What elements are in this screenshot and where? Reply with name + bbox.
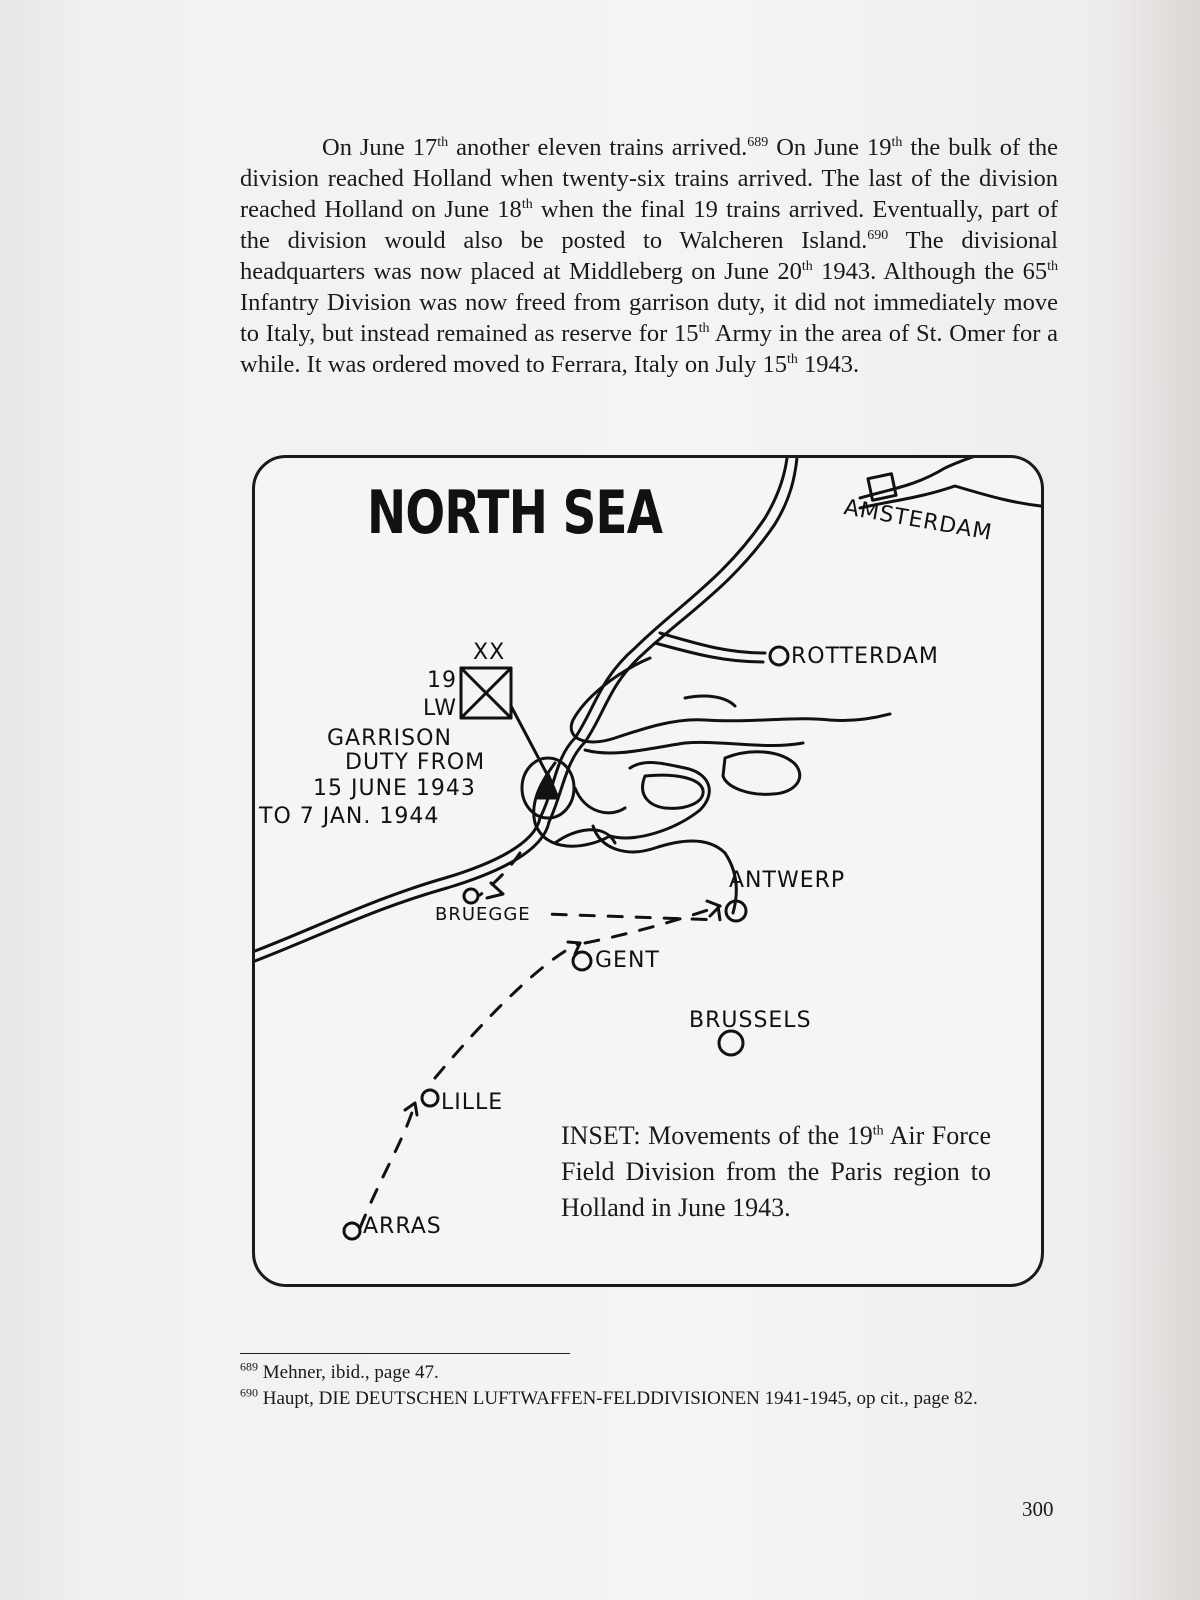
garrison-note-line-1: GARRISON [327, 726, 452, 751]
antwerp-bruegge-route [545, 906, 720, 920]
body-superscript: th [1047, 258, 1058, 274]
body-superscript: th [437, 134, 449, 150]
body-text-run: On June 19 [768, 134, 892, 161]
body-text-run: the bulk of the division reached Holland when twenty-six trains arrived. The last of the division reached Holland on June 18 [240, 134, 1059, 223]
city-label-bruegge: BRUEGGE [435, 904, 531, 925]
body-text-run: Army in the area of St. Omer for a while. It was ordered moved to Ferrara, Italy on July 15 [240, 320, 1058, 378]
body-text-run: another eleven trains arrived. [448, 134, 748, 161]
city-label-antwerp: ANTWERP [729, 868, 846, 893]
tholen-island [723, 752, 800, 795]
sea-label: NORTH SEA [367, 478, 663, 548]
inset-map [252, 455, 1044, 1287]
body-superscript: th [891, 134, 903, 150]
body-text-run: The divisional headquarters was now placed at Middleberg on June 20 [240, 227, 1058, 285]
unit-number: 19 [427, 668, 457, 693]
body-superscript: th [521, 196, 533, 212]
city-label-brussels: BRUSSELS [689, 1008, 812, 1033]
city-label-amsterdam: AMSTERDAM [841, 495, 995, 546]
body-superscript: th [698, 320, 710, 336]
garrison-note-line-3: 15 JUNE 1943 [313, 776, 476, 801]
body-text-run: when the final 19 trains arrived. Eventually, part of the division would also be posted to Walcheren Island. [240, 196, 1059, 254]
garrison-note-line-2: DUTY FROM [345, 750, 486, 775]
flushing-inlet [555, 830, 615, 843]
body-superscript: th [801, 258, 813, 274]
city-label-rotterdam: ROTTERDAM [791, 644, 939, 669]
body-superscript: 689 [747, 134, 769, 150]
lille-gent-route [435, 943, 580, 1078]
inset-caption: INSET: Movements of the 19th Air Force Field Division from the Paris region to Holland in June 1943. [561, 1118, 991, 1226]
city-label-lille: LILLE [441, 1090, 504, 1115]
body-paragraph [240, 132, 1058, 380]
arras-lille-route [360, 1103, 415, 1228]
unit-type: LW [423, 696, 457, 721]
body-text-run: On June 17 [322, 134, 438, 161]
delta-detail-1 [685, 696, 735, 706]
page-number: 300 [1022, 1497, 1054, 1521]
footnote-separator [240, 1353, 570, 1354]
arrowhead-bruegge [487, 883, 503, 898]
footnotes [240, 1360, 1058, 1412]
delta-channel-1 [571, 658, 890, 742]
city-label-gent: GENT [595, 948, 660, 973]
body-superscript: th [787, 351, 798, 367]
city-label-arras: ARRAS [363, 1214, 442, 1239]
unit-echelon: XX [473, 640, 506, 665]
body-text-run: Infantry Division was now freed from garrison duty, it did not immediately move to Italy, but instead remained as reserve for 15 [240, 289, 1058, 347]
garrison-note-line-4: TO 7 JAN. 1944 [259, 804, 440, 829]
delta-detail-2 [575, 788, 625, 813]
footnote-689: $^{689}$ Mehner, ibid., page 47. [240, 1359, 439, 1383]
body-superscript: 690 [867, 227, 889, 243]
beveland-island [643, 775, 704, 808]
gent-antwerp-route [585, 906, 720, 943]
amsterdam-mark [868, 474, 896, 501]
footnote-690: $^{690}$ Haupt, DIE DEUTSCHEN LUFTWAFFEN-FELDDIVISIONEN 1941-1945, op cit., page 82. [240, 1385, 978, 1409]
body-text-run: 1943. [797, 351, 860, 378]
body-text-run: 1943. Although the 65 [812, 258, 1048, 285]
